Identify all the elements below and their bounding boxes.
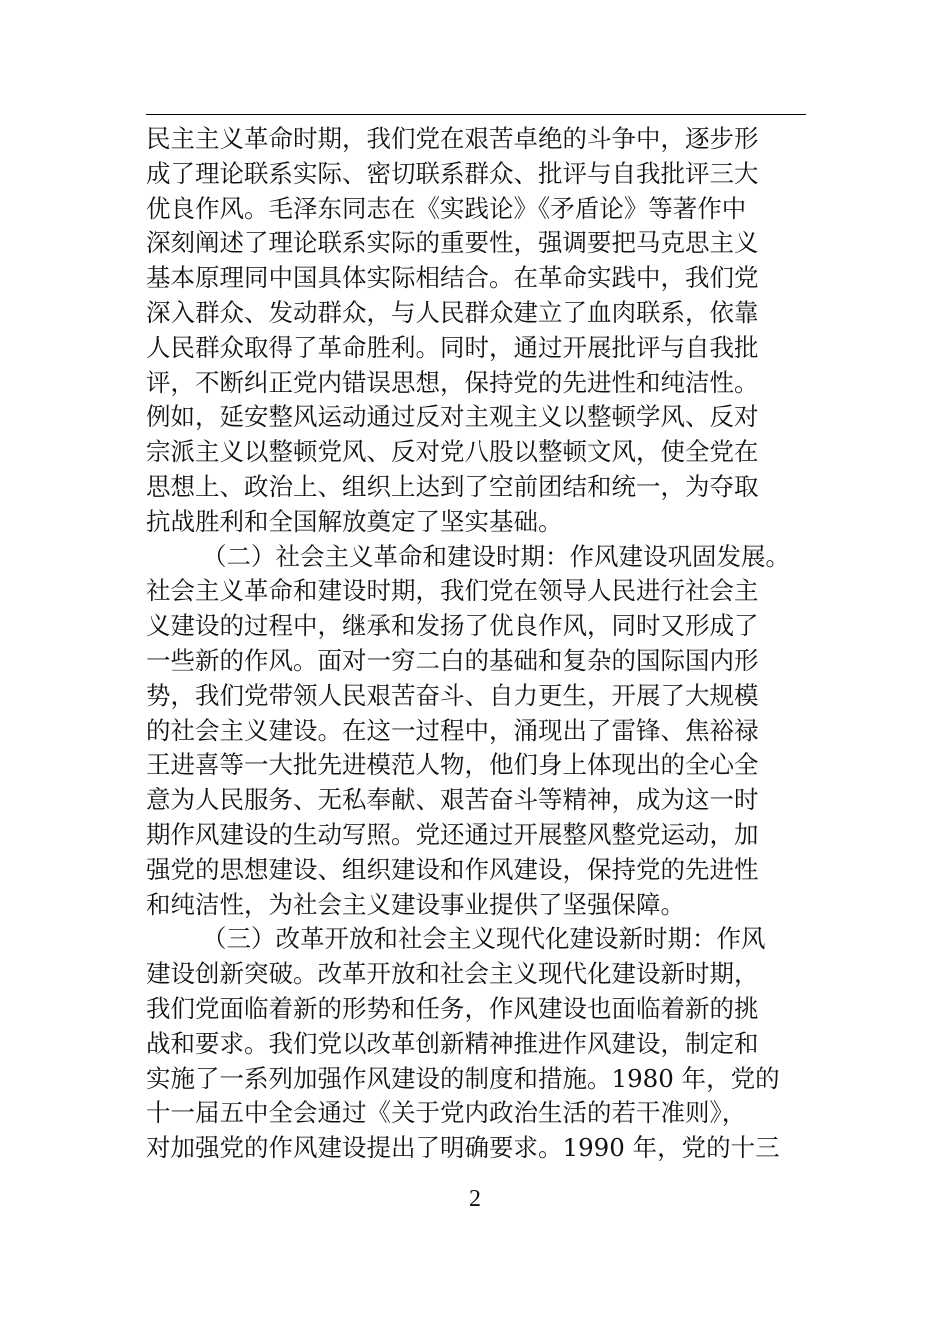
text-line: （二）社会主义革命和建设时期：作风建设巩固发展。 <box>202 541 790 571</box>
text-line: 例如，延安整风运动通过反对主观主义以整顿学风、反对 <box>146 402 759 432</box>
body-text <box>146 122 806 1166</box>
text-line: 宗派主义以整顿党风、反对党八股以整顿文风，使全党在 <box>146 437 759 467</box>
text-line: 和纯洁性，为社会主义建设事业提供了坚强保障。 <box>146 889 685 919</box>
text-line: 成了理论联系实际、密切联系群众、批评与自我批评三大 <box>146 158 759 188</box>
text-line: 建设创新突破。改革开放和社会主义现代化建设新时期， <box>146 959 759 989</box>
paragraph-2 <box>146 540 806 923</box>
text-line: 人民群众取得了革命胜利。同时，通过开展批评与自我批 <box>146 332 759 362</box>
text-line: 优良作风。毛泽东同志在《实践论》《矛盾论》等著作中 <box>146 193 747 223</box>
text-line: 抗战胜利和全国解放奠定了坚实基础。 <box>146 506 563 536</box>
text-line: 民主主义革命时期，我们党在艰苦卓绝的斗争中，逐步形 <box>146 124 759 153</box>
text-line: 期作风建设的生动写照。党还通过开展整风整党运动，加 <box>146 819 759 849</box>
text-line: 实施了一系列加强作风建设的制度和措施。1980 年，党的 <box>146 1063 780 1093</box>
text-line: 十一届五中全会通过《关于党内政治生活的若干准则》， <box>146 1098 747 1128</box>
paragraph-1 <box>146 122 806 540</box>
text-line: 战和要求。我们党以改革创新精神推进作风建设，制定和 <box>146 1028 759 1058</box>
text-line: 的社会主义建设。在这一过程中，涌现出了雷锋、焦裕禄 <box>146 715 759 745</box>
text-line: 思想上、政治上、组织上达到了空前团结和统一，为夺取 <box>146 471 759 501</box>
text-line: 深刻阐述了理论联系实际的重要性，强调要把马克思主义 <box>146 228 759 258</box>
text-line: 义建设的过程中，继承和发扬了优良作风，同时又形成了 <box>146 611 759 641</box>
text-line: （三）改革开放和社会主义现代化建设新时期：作风 <box>202 924 766 954</box>
text-line: 评，不断纠正党内错误思想，保持党的先进性和纯洁性。 <box>146 367 759 397</box>
text-line: 对加强党的作风建设提出了明确要求。1990 年，党的十三 <box>146 1133 780 1163</box>
text-line: 王进喜等一大批先进模范人物，他们身上体现出的全心全 <box>146 750 759 780</box>
text-line: 我们党面临着新的形势和任务，作风建设也面临着新的挑 <box>146 993 759 1023</box>
text-line: 势，我们党带领人民艰苦奋斗、自力更生，开展了大规模 <box>146 680 759 710</box>
header-rule <box>146 114 806 115</box>
page-number: 2 <box>469 1186 481 1212</box>
text-line: 强党的思想建设、组织建设和作风建设，保持党的先进性 <box>146 854 759 884</box>
text-line: 基本原理同中国具体实际相结合。在革命实践中，我们党 <box>146 263 759 293</box>
text-line: 意为人民服务、无私奉献、艰苦奋斗等精神，成为这一时 <box>146 785 759 815</box>
text-line: 社会主义革命和建设时期，我们党在领导人民进行社会主 <box>146 576 759 606</box>
text-line: 深入群众、发动群众，与人民群众建立了血肉联系，依靠 <box>146 297 759 327</box>
text-line: 一些新的作风。面对一穷二白的基础和复杂的国际国内形 <box>146 645 759 675</box>
paragraph-3 <box>146 922 806 1166</box>
